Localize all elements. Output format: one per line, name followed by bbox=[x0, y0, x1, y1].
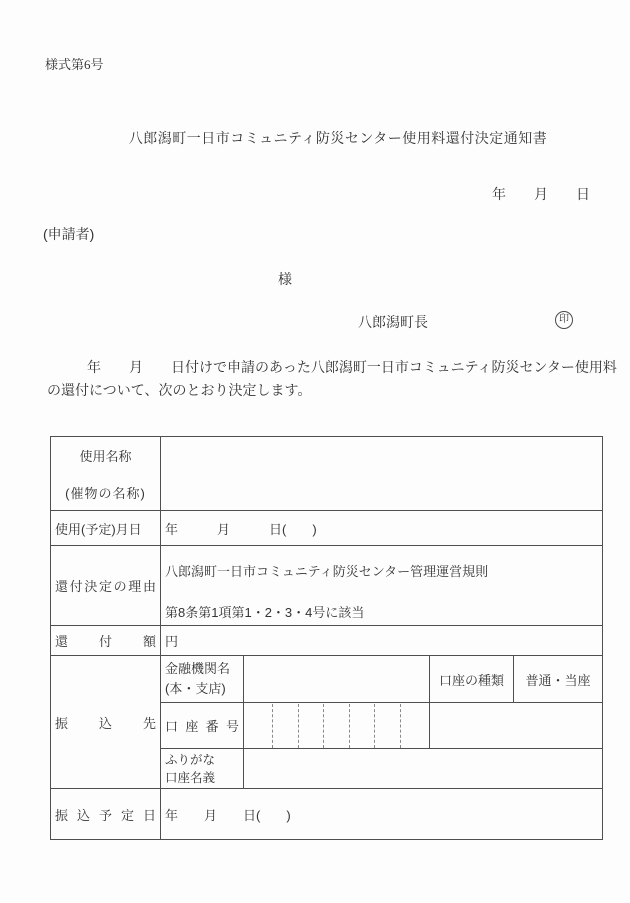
bank-name-label: 金融機関名 (本・支店) bbox=[161, 656, 244, 703]
digit-cell bbox=[350, 704, 375, 748]
seal-icon: 印 bbox=[555, 311, 573, 329]
refund-amount-value: 円 bbox=[161, 626, 603, 656]
usage-name-value bbox=[161, 437, 603, 511]
account-number-value bbox=[430, 703, 603, 749]
refund-amount-label: 還 付 額 bbox=[51, 626, 161, 656]
digit-cell bbox=[401, 704, 425, 748]
digit-cell bbox=[273, 704, 298, 748]
table-row bbox=[51, 789, 603, 840]
account-type-label: 口座の種類 bbox=[430, 656, 514, 703]
refund-decision-table bbox=[50, 436, 603, 840]
applicant-label: (申請者) bbox=[43, 226, 95, 242]
table-row bbox=[51, 511, 603, 546]
account-holder-value bbox=[244, 749, 603, 789]
mayor-name: 八郎潟町長 bbox=[358, 314, 428, 330]
addressee-honorific: 様 bbox=[278, 271, 292, 287]
transfer-date-value: 年 月 日( ) bbox=[161, 789, 603, 840]
account-number-label: 口 座 番 号 bbox=[161, 703, 244, 749]
body-paragraph-line1: 年 月 日付けで申請のあった八郎潟町一日市コミュニティ防災センター使用料 bbox=[87, 359, 617, 375]
digit-cell bbox=[375, 704, 400, 748]
bank-name-value bbox=[244, 656, 430, 703]
date-line: 年 月 日 bbox=[492, 188, 590, 203]
table-row bbox=[51, 437, 603, 511]
refund-reason-label: 還 付 決 定 の 理 由 bbox=[51, 546, 161, 626]
table-row bbox=[51, 546, 603, 626]
account-holder-label: ふりがな 口座名義 bbox=[161, 749, 244, 789]
transfer-date-label: 振 込 予 定 日 bbox=[51, 789, 161, 840]
transfer-destination-label: 振 込 先 bbox=[51, 656, 161, 789]
account-type-value: 普通・当座 bbox=[514, 656, 603, 703]
usage-date-label: 使用(予定)月日 bbox=[51, 511, 161, 546]
refund-reason-value: 八郎潟町一日市コミュニティ防災センター管理運営規則 第8条第1項第1・2・3・4号に該当 bbox=[161, 546, 603, 626]
form-number: 様式第6号 bbox=[45, 57, 104, 72]
table-row bbox=[51, 626, 603, 656]
digit-cell bbox=[299, 704, 324, 748]
account-number-digit-boxes bbox=[244, 703, 430, 749]
digit-cell bbox=[324, 704, 349, 748]
body-paragraph-line2: の還付について、次のとおり決定します。 bbox=[47, 382, 312, 398]
usage-date-value: 年 月 日( ) bbox=[161, 511, 603, 546]
document-title: 八郎潟町一日市コミュニティ防災センター使用料還付決定通知書 bbox=[128, 130, 548, 146]
usage-name-label: 使用名称 (催物の名称) bbox=[51, 437, 161, 511]
digit-cell bbox=[248, 704, 273, 748]
table-row bbox=[51, 656, 603, 703]
